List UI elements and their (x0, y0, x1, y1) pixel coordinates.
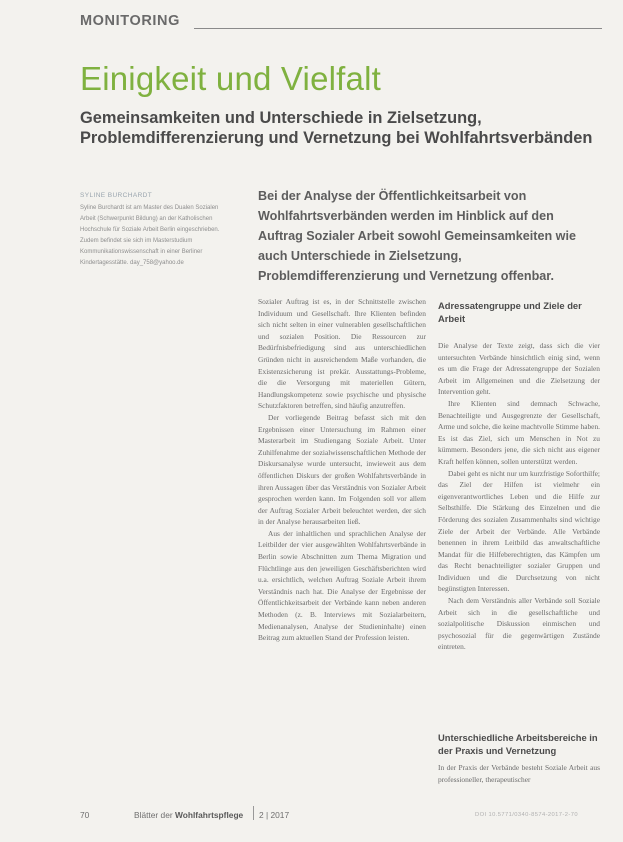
left-column (258, 296, 426, 644)
author-name: SYLINE BURCHARDT (80, 192, 153, 199)
journal-name-bold: Wohlfahrtspflege (174, 810, 244, 820)
journal-name-prefix: Blätter der (134, 810, 175, 820)
body-paragraph: Der vorliegende Beitrag befasst sich mit den Ergebnissen einer Untersuchung im Rahmen einer Masterarbeit im Studiengang Soziale Arbeit. Unter Zuhilfenahme der sozialwissenschaftlichen Methode der Diskursanalyse wurde untersucht, inwieweit aus dem öffentlichen Diskurs der großen Wohlfahrtsverbände in ihren Aussagen über das Verständnis von Sozialer Arbeit gesprochen werden kann. Im Folgenden soll vor allem der Auftrag Sozialer Arbeit beleuchtet werden, der sich in der Analyse herausarbeiten ließ. (258, 412, 426, 527)
section-heading-target-group: Adressatengruppe und Ziele der Arbeit (438, 300, 582, 324)
article-subtitle: Gemeinsamkeiten und Unterschiede in Zielsetzung, Problemdifferenzierung und Vernetzung bei Wohlfahrtsverbänden (80, 109, 593, 147)
section-label: MONITORING (80, 13, 180, 29)
author-bio: Syline Burchardt ist am Master des Dualen Sozialen Arbeit (Schwerpunkt Bildung) an der Katholischen Hochschule für Soziale Arbeit Berlin eingeschrieben. Zudem befindet sie sich im Masterstudium Kommunikationswissenschaft in einer Berliner Kindertagesstätte. day_758@yahoo.de (80, 205, 220, 266)
body-paragraph: Nach dem Verständnis aller Verbände soll Soziale Arbeit sich in die gesellschaftliche und sozialpolitische Diskussion einmischen und psychosozial für die gegenwärtigen Zustände eintreten. (438, 596, 600, 652)
body-paragraph: Sozialer Auftrag ist es, in der Schnittstelle zwischen Individuum und Gesellschaft. Ihre Klienten befinden sich nicht selten in einer vulnerablen gesellschaftlichen und sozialen Position. Die Ressourcen zur Bedürfnisbefriedigung sind aus unterschiedlichen Gründen nicht in ausreichendem Maße vorhanden, die Existenzsicherung ist prekär. Ausstattungs-Probleme, die die Versorgung mit materiellen Gütern, Handlungskompetenz sowie psychische und physische Schutzfaktoren betreffen, sind häufig anzutreffen. (258, 297, 426, 411)
body-paragraph: Die Analyse der Texte zeigt, dass sich die vier untersuchten Verbände hinsichtlich einig sind, wenn es um die Frage der Adressatengruppe der Sozialen Arbeit im Allgemeinen und die Zielsetzung der Intervention geht. (438, 341, 600, 397)
right-column (438, 340, 600, 653)
lead-paragraph: Bei der Analyse der Öffentlichkeitsarbeit von Wohlfahrtsverbänden werden im Hinblick auf den Auftrag Sozialer Arbeit sowohl Gemeinsamkeiten wie auch Unterschiede in Zielsetzung, Problemdifferenzierung und Vernetzung offenbar. (258, 189, 576, 283)
section-heading-work-areas: Unterschiedliche Arbeitsbereiche in der Praxis und Vernetzung (438, 732, 598, 756)
doi-text: DOI 10.5771/0340-8574-2017-2-70 (475, 812, 578, 818)
section-rule (194, 28, 602, 29)
issue-number: 2 | 2017 (259, 810, 290, 820)
body-paragraph: Aus der inhaltlichen und sprachlichen Analyse der Leitbilder der vier ausgewählten Wohlfahrtsverbände in Berlin sowie Abschnitten zum Thema Migration und Flüchtlinge aus den jeweiligen Geschäftsberichten wird u.a. ersichtlich, welchen Auftrag Soziale Arbeit ihrem Verständnis nach hat. Die Analyse der Ergebnisse der Öffentlichkeitsarbeit der Verbände kann neben anderen Methoden (z. B. Interviews mit Sozialarbeitern, Medienanalysen, Analyse der Studieninhalte) einen Beitrag zum aktuellen Stand der Profession leisten. (258, 528, 426, 643)
body-paragraph: Ihre Klienten sind demnach Schwache, Benachteiligte und Ausgegrenzte der Gesellschaft, Arme und solche, die keine machtvolle Stimme haben. Es ist das Ziel, sich um Menschen in Not zu kümmern. Besonders jene, die sich nicht aus eigener Kraft helfen können, sollen unterstützt werden. (438, 398, 600, 466)
footer-divider (253, 806, 254, 820)
body-paragraph: Dabei geht es nicht nur um kurzfristige Soforthilfe; das Ziel der Hilfen ist vielmehr ein eigenverantwortliches Leben und die Hilfe zur Selbsthilfe. Die Stärkung des Einzelnen und die Förderung des sozialen Zusammenhalts sind wichtige Ziele der Arbeit der Verbände. Alle Verbände benennen in ihrem Leitbild das anwaltschaftliche Mandat für die Hilfeberechtigten, das Kämpfen um das Recht benachteiligter sozialer Gruppen und Individuen und die Durchsetzung von nicht begünstigten Interessen. (438, 468, 600, 594)
article-title: Einigkeit und Vielfalt (80, 60, 381, 97)
journal-name (134, 810, 243, 820)
page-number: 70 (80, 810, 90, 820)
body-paragraph: In der Praxis der Verbände besteht Soziale Arbeit aus professioneller, therapeutischer (438, 763, 600, 784)
